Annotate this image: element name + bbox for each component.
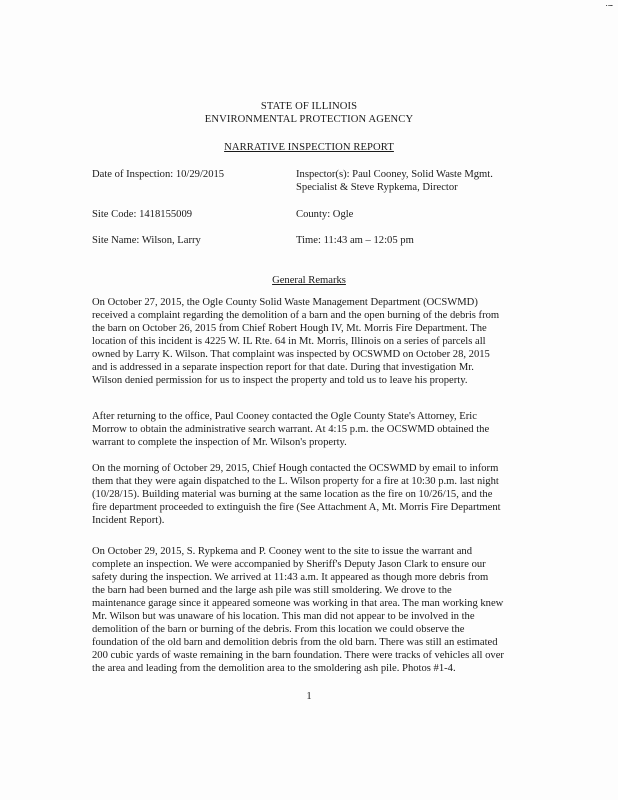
paragraph-line: the area and leading from the demolition area to the smoldering ash pile. Photos #1-4. <box>92 663 456 674</box>
paragraph-line: owned by Larry K. Wilson. That complaint was inspected by OCSWMD on October 28, 2015 <box>92 349 490 360</box>
paragraph-line: the barn had been burned and the large ash pile was still smoldering. We drove to the <box>92 585 452 596</box>
date-of-inspection: Date of Inspection: 10/29/2015 <box>92 169 225 180</box>
inspectors-line-1: Inspector(s): Paul Cooney, Solid Waste Mgmt. <box>296 169 493 180</box>
paragraph-line: warrant to complete the inspection of Mr. Wilson's property. <box>92 437 347 448</box>
section-title: General Remarks <box>272 275 346 286</box>
state-heading: STATE OF ILLINOIS <box>260 101 358 112</box>
paragraph <box>92 410 532 449</box>
paragraph-line: and is addressed in a separate inspection report for that date. During that investigation Mr. <box>92 362 474 373</box>
paragraph <box>92 462 532 527</box>
paragraph-line: 200 cubic yards of waste remaining in the barn foundation. There were tracks of vehicles all over <box>92 650 504 661</box>
paragraph-line: demolition of the barn or burning of the debris. From this location we could observe the <box>92 624 465 635</box>
paragraph-line: On October 27, 2015, the Ogle County Solid Waste Management Department (OCSWMD) <box>92 297 478 308</box>
site-code: Site Code: 1418155009 <box>92 209 193 220</box>
corner-mark: ! <box>604 4 614 7</box>
paragraph-line: Morrow to obtain the administrative search warrant. At 4:15 p.m. the OCSWMD obtained the <box>92 424 490 435</box>
paragraph-line: On October 29, 2015, S. Rypkema and P. Cooney went to the site to issue the warrant and <box>92 546 473 557</box>
county: County: Ogle <box>296 209 354 220</box>
site-name: Site Name: Wilson, Larry <box>92 235 201 246</box>
agency-heading: ENVIRONMENTAL PROTECTION AGENCY <box>204 114 414 125</box>
paragraph-line: maintenance garage since it appeared someone was working in that area. The man working knew <box>92 598 504 609</box>
paragraph <box>92 545 532 675</box>
paragraph-line: the barn on October 26, 2015 from Chief Robert Hough IV, Mt. Morris Fire Department. The <box>92 323 487 334</box>
paragraph-line: After returning to the office, Paul Cooney contacted the Ogle County State's Attorney, Eric <box>92 411 477 422</box>
paragraph-line: received a complaint regarding the demolition of a barn and the open burning of the debris from <box>92 310 500 321</box>
paragraph-line: On the morning of October 29, 2015, Chief Hough contacted the OCSWMD by email to inform <box>92 463 499 474</box>
page-number: 1 <box>306 691 312 702</box>
paragraph <box>92 296 532 387</box>
inspection-time: Time: 11:43 am – 12:05 pm <box>296 235 414 246</box>
paragraph-line: Wilson denied permission for us to inspect the property and told us to leave his property. <box>92 375 468 386</box>
paragraph-line: (10/28/15). Building material was burning at the same location as the fire on 10/26/15, and the <box>92 489 493 500</box>
paragraph-line: location of this incident is 4225 W. IL Rte. 64 in Mt. Morris, Illinois on a series of parcels all <box>92 336 486 347</box>
paragraph-line: Mr. Wilson but was unaware of his location. This man did not appear to be involved in the <box>92 611 475 622</box>
report-title: NARRATIVE INSPECTION REPORT <box>224 142 394 153</box>
paragraph-line: safety during the inspection. We arrived at 11:43 a.m. It appeared as though more debris from <box>92 572 489 583</box>
paragraph-line: foundation of the old barn and demolition debris from the old barn. There was still an estimated <box>92 637 498 648</box>
inspectors-line-2: Specialist & Steve Rypkema, Director <box>296 182 458 193</box>
paragraph-line: them that they were again dispatched to the L. Wilson property for a fire at 10:30 p.m. last night <box>92 476 499 487</box>
paragraph-line: complete an inspection. We were accompanied by Sheriff's Deputy Jason Clark to ensure our <box>92 559 486 570</box>
paragraph-line: Incident Report). <box>92 515 165 526</box>
paragraph-line: fire department proceeded to extinguish the fire (See Attachment A, Mt. Morris Fire Department <box>92 502 501 513</box>
